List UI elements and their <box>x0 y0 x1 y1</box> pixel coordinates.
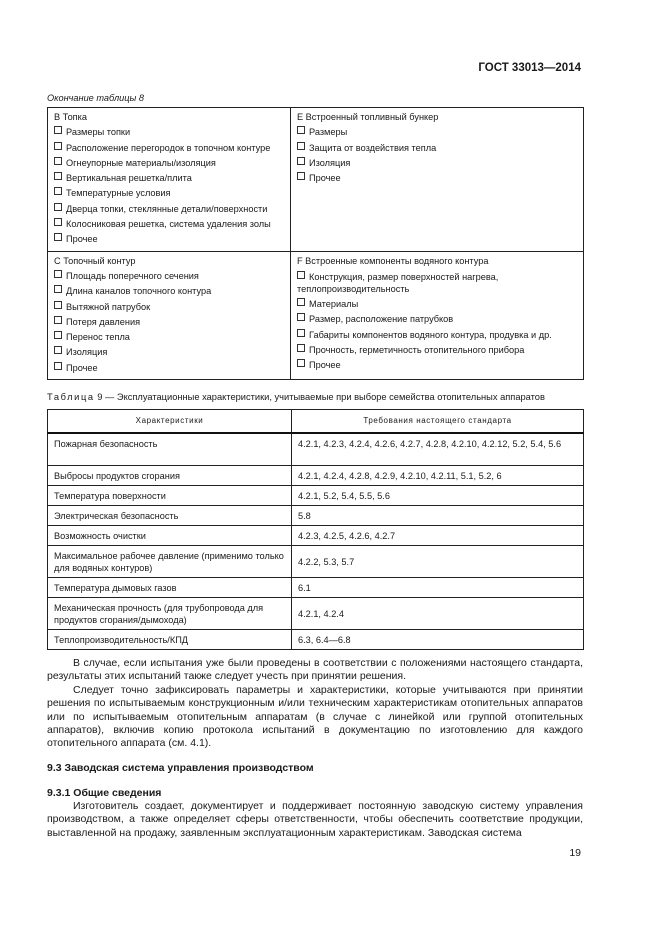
table8-cell-furnace <box>48 108 291 252</box>
checkbox-square-icon <box>54 203 62 211</box>
table8-cell-fuel-hopper <box>291 108 584 252</box>
table9-caption <box>47 392 545 402</box>
list-item: Размеры топки <box>54 125 285 140</box>
checkbox-square-icon <box>54 126 62 134</box>
paragraph: Изготовитель создает, документирует и поддерживает постоянную заводскую систему управления производством, а также определяет сферы ответственности, чтобы обеспечить соответствие продукции, выставленной на продажу, заявленным эксплуатационным характеристикам. Заводская система <box>47 800 583 839</box>
list-item: Материалы <box>297 297 578 312</box>
paragraph: Следует точно зафиксировать параметры и характеристики, которые учитываются при принятии решения по испытываемым конструкционным и/или техническим характеристикам отопительных аппаратов или по испытываемым отопительным аппаратам (в случае с линейкой или группой отопительных аппаратов), включив копию протокола испытаний в документацию по изготовлению для каждого отопительного аппарата (см. 4.1). <box>47 683 583 750</box>
table-row: Теплопроизводительность/КПД 6.3, 6.4—6.8 <box>48 629 584 649</box>
table-header-requirements: Требования настоящего стандарта <box>292 410 584 434</box>
checkbox-square-icon <box>54 346 62 354</box>
table8 <box>47 107 584 380</box>
checkbox-square-icon <box>54 218 62 226</box>
checkbox-square-icon <box>297 359 305 367</box>
list-item: Прочее <box>297 358 578 373</box>
checkbox-square-icon <box>297 313 305 321</box>
list-item: Перенос тепла <box>54 330 285 345</box>
table8-cell-title: F Встроенные компоненты водяного контура <box>297 255 489 266</box>
list-item: Длина каналов топочного контура <box>54 284 285 299</box>
checkbox-square-icon <box>54 172 62 180</box>
table-row: Температура поверхности 4.2.1, 5.2, 5.4, 5.5, 5.6 <box>48 485 584 505</box>
table-row: Максимальное рабочее давление (применимо только для водяных контуров) 4.2.2, 5.3, 5.7 <box>48 545 584 577</box>
table8-cell-title: C Топочный контур <box>54 255 136 266</box>
list-item: Прочее <box>54 361 285 376</box>
page-number: 19 <box>569 847 581 859</box>
table-row: Выбросы продуктов сгорания 4.2.1, 4.2.4, 4.2.8, 4.2.9, 4.2.10, 4.2.11, 5.1, 5.2, 6 <box>48 465 584 485</box>
paragraph: В случае, если испытания уже были проведены в соответствии с положениями настоящего стандарта, результаты этих испытаний также следует учесть при принятии решения. <box>47 657 583 683</box>
table8-cell-water-circuit <box>291 251 584 379</box>
list-item: Вытяжной патрубок <box>54 300 285 315</box>
list-item: Огнеупорные материалы/изоляция <box>54 156 285 171</box>
table8-cell-flue-circuit <box>48 251 291 379</box>
checkbox-square-icon <box>54 331 62 339</box>
table-row: Возможность очистки 4.2.3, 4.2.5, 4.2.6, 4.2.7 <box>48 525 584 545</box>
table8-caption: Окончание таблицы 8 <box>47 93 144 103</box>
list-item: Потеря давления <box>54 315 285 330</box>
document-code: ГОСТ 33013—2014 <box>478 62 581 74</box>
list-item: Прочность, герметичность отопительного прибора <box>297 343 578 358</box>
checkbox-square-icon <box>54 362 62 370</box>
checkbox-square-icon <box>54 142 62 150</box>
list-item: Прочее <box>297 171 578 186</box>
table-header-characteristics: Характеристики <box>48 410 292 434</box>
checkbox-square-icon <box>297 157 305 165</box>
checkbox-square-icon <box>297 126 305 134</box>
table8-cell-title: B Топка <box>54 112 87 122</box>
body-text-9-3-1 <box>47 800 583 840</box>
checkbox-square-icon <box>297 142 305 150</box>
checkbox-square-icon <box>54 187 62 195</box>
table-row: Пожарная безопасность 4.2.1, 4.2.3, 4.2.4, 4.2.6, 4.2.7, 4.2.8, 4.2.10, 4.2.12, 5.2, 5.4, 5.6 <box>48 433 584 465</box>
list-item: Колосниковая решетка, система удаления золы <box>54 217 285 232</box>
checkbox-square-icon <box>297 344 305 352</box>
table-row: Температура дымовых газов 6.1 <box>48 577 584 597</box>
list-item: Защита от воздействия тепла <box>297 141 578 156</box>
table9 <box>47 409 584 650</box>
list-item: Площадь поперечного сечения <box>54 269 285 284</box>
list-item: Расположение перегородок в топочном контуре <box>54 141 285 156</box>
list-item: Размер, расположение патрубков <box>297 312 578 327</box>
list-item: Дверца топки, стеклянные детали/поверхности <box>54 202 285 217</box>
checkbox-square-icon <box>54 301 62 309</box>
list-item: Вертикальная решетка/плита <box>54 171 285 186</box>
checkbox-square-icon <box>297 172 305 180</box>
checkbox-square-icon <box>54 233 62 241</box>
list-item: Изоляция <box>297 156 578 171</box>
checkbox-square-icon <box>54 316 62 324</box>
table-row: Электрическая безопасность 5.8 <box>48 505 584 525</box>
list-item: Температурные условия <box>54 186 285 201</box>
list-item: Прочее <box>54 232 285 247</box>
list-item: Конструкция, размер поверхностей нагрева, теплопроизводительность <box>297 271 499 294</box>
table9-label: Таблица <box>47 392 95 402</box>
list-item: Изоляция <box>54 345 285 360</box>
section-heading-9-3: 9.3 Заводская система управления производством <box>47 762 314 774</box>
list-item: Размеры <box>297 125 578 140</box>
checkbox-square-icon <box>297 298 305 306</box>
body-text <box>47 657 583 751</box>
checkbox-square-icon <box>54 157 62 165</box>
table8-cell-title: E Встроенный топливный бункер <box>297 112 439 122</box>
checkbox-square-icon <box>54 285 62 293</box>
table-row: Механическая прочность (для трубопровода для продуктов сгорания/дымохода) 4.2.1, 4.2.4 <box>48 597 584 629</box>
checkbox-square-icon <box>297 329 305 337</box>
section-heading-9-3-1: 9.3.1 Общие сведения <box>47 787 162 799</box>
table9-caption-text: 9 — Эксплуатационные характеристики, учитываемые при выборе семейства отопительных аппаратов <box>97 392 545 402</box>
checkbox-square-icon <box>54 270 62 278</box>
list-item: Габариты компонентов водяного контура, продувка и др. <box>297 328 578 343</box>
checkbox-square-icon <box>297 271 305 279</box>
